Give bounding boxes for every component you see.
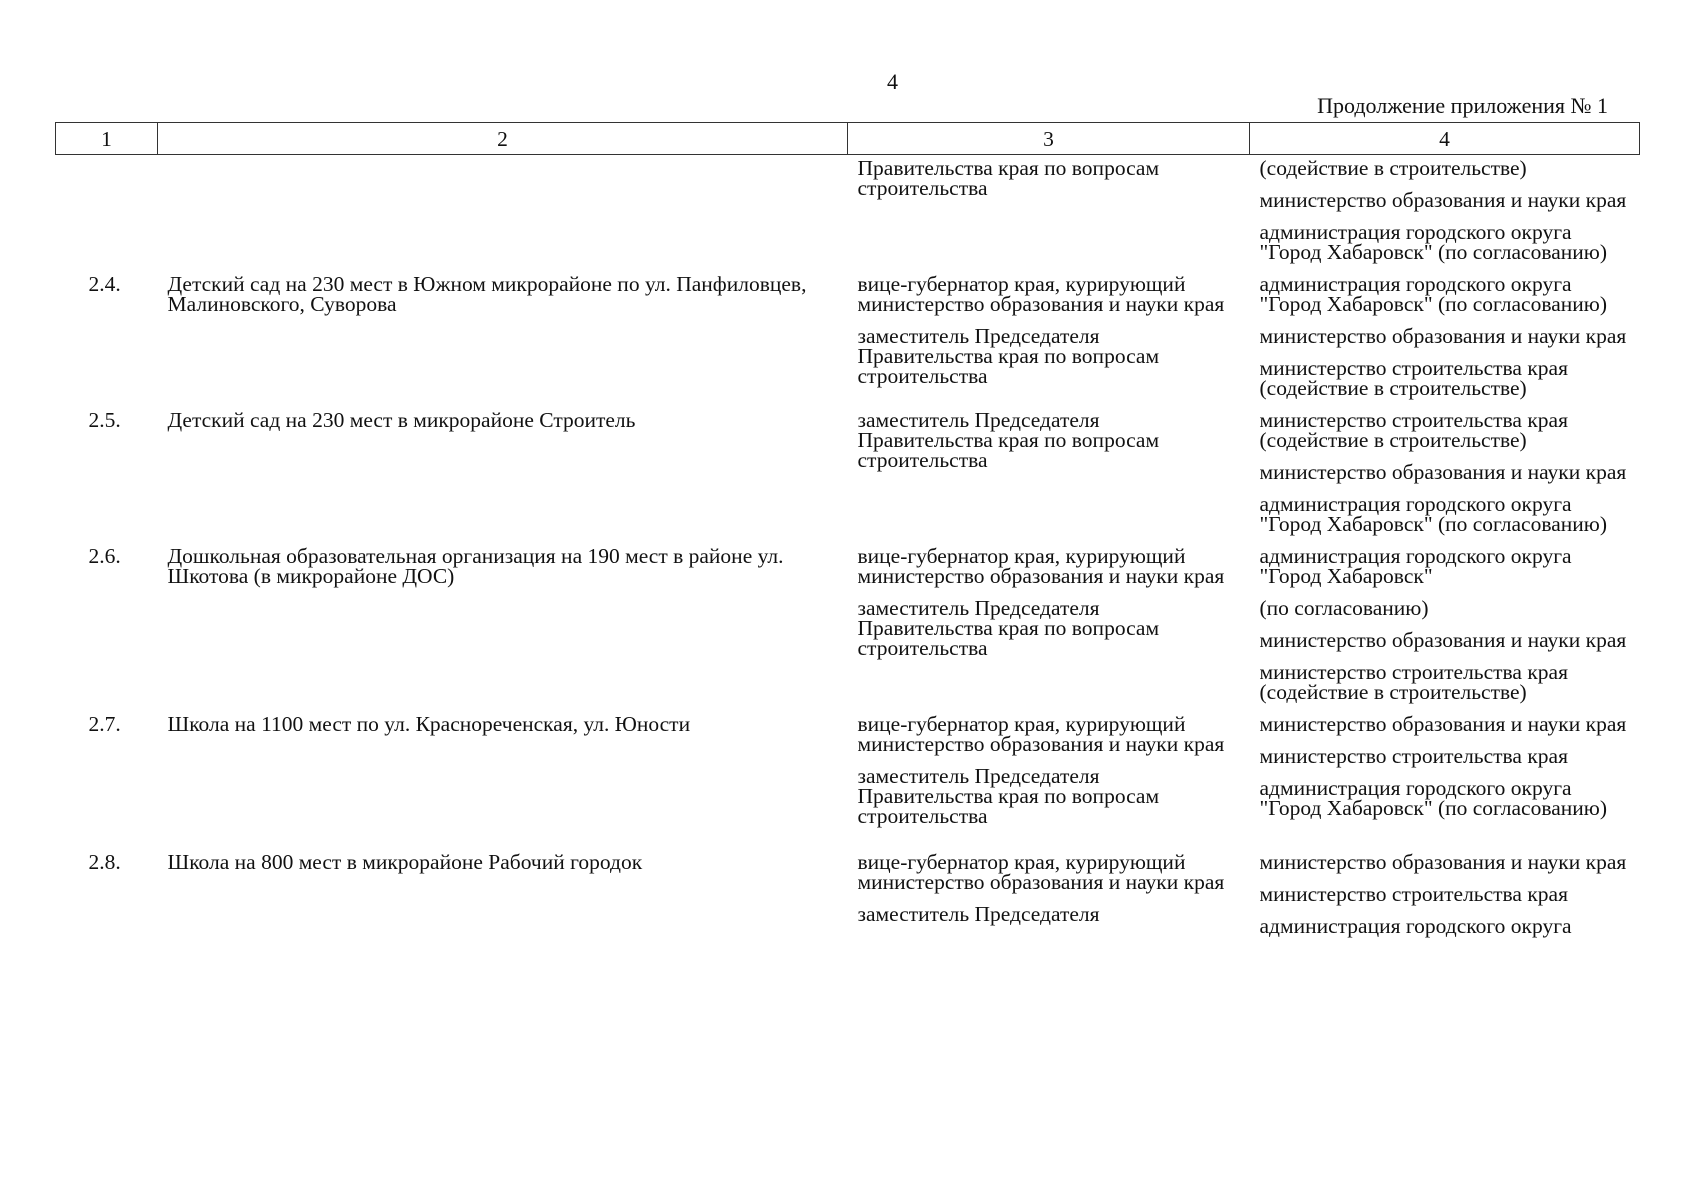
table-row [56,546,1640,714]
executors-cell [1250,546,1640,714]
executor-entry: министерство образования и науки края [1259,188,1627,212]
column-header: 2 [158,123,848,155]
table-row [56,155,1640,275]
responsible-entry: вице-губернатор края, курирующий министерство образования и науки края [857,272,1225,316]
continuation-label: Продолжение приложения № 1 [1317,93,1608,118]
object-name: Школа на 1100 мест по ул. Краснореченская, ул. Юности [167,712,691,736]
responsible-entry: заместитель Председателя [857,902,1100,926]
row-number: 2.8. [88,850,121,874]
executor-entry: министерство строительства края [1259,882,1568,906]
object-name: Дошкольная образовательная организация на 190 мест в районе ул. Шкотова (в микрорайоне ДОС) [167,544,784,588]
responsible-entry: заместитель Председателя Правительства края по вопросам строительства [857,596,1160,660]
executor-entry: администрация городского округа "Город Хабаровск" (по согласованию) [1259,776,1607,820]
table-row [56,274,1640,410]
responsible-entry: заместитель Председателя Правительства края по вопросам строительства [857,324,1160,388]
executor-entry: администрация городского округа "Город Хабаровск" (по согласованию) [1259,492,1607,536]
executors-cell [1250,274,1640,410]
responsible-cell [848,838,1250,948]
executor-entry: администрация городского округа "Город Хабаровск" (по согласованию) [1259,220,1607,264]
column-header: 3 [848,123,1250,155]
executors-cell [1250,410,1640,546]
row-number [56,155,158,275]
appendix-table [55,122,1640,948]
executor-entry: администрация городского округа "Город Хабаровск" (по согласованию) [1259,272,1607,316]
responsible-entry: заместитель Председателя Правительства края по вопросам строительства [857,764,1160,828]
executor-entry: (содействие в строительстве) [1259,156,1527,180]
column-header: 1 [56,123,158,155]
executors-cell [1250,714,1640,838]
responsible-entry: вице-губернатор края, курирующий министерство образования и науки края [857,712,1225,756]
executor-entry: администрация городского округа "Город Хабаровск" [1259,544,1572,588]
executor-entry: министерство строительства края (содействие в строительстве) [1259,660,1568,704]
executor-entry: министерство строительства края [1259,744,1568,768]
responsible-cell [848,410,1250,546]
responsible-cell [848,155,1250,275]
row-number: 2.6. [88,544,121,568]
executor-entry: министерство образования и науки края [1259,712,1627,736]
executor-entry: министерство строительства края (содействие в строительстве) [1259,356,1568,400]
table-row [56,714,1640,838]
table-body [56,155,1640,949]
page-number: 4 [887,69,898,94]
executor-entry: министерство образования и науки края [1259,324,1627,348]
row-number: 2.7. [88,712,121,736]
executor-entry: министерство образования и науки края [1259,850,1627,874]
responsible-entry: заместитель Председателя Правительства края по вопросам строительства [857,408,1160,472]
responsible-entry: Правительства края по вопросам строительства [857,156,1160,200]
executors-cell [1250,838,1640,948]
object-name: Детский сад на 230 мест в микрорайоне Строитель [167,408,636,432]
column-header: 4 [1250,123,1640,155]
executor-entry: (по согласованию) [1259,596,1429,620]
table-row [56,410,1640,546]
executor-entry: министерство образования и науки края [1259,628,1627,652]
object-name: Детский сад на 230 мест в Южном микрорайоне по ул. Панфиловцев, Малиновского, Суворова [167,272,807,316]
executor-entry: министерство образования и науки края [1259,460,1627,484]
responsible-cell [848,714,1250,838]
executors-cell [1250,155,1640,275]
responsible-entry: вице-губернатор края, курирующий министерство образования и науки края [857,850,1225,894]
table-row [56,838,1640,948]
object-name: Школа на 800 мест в микрорайоне Рабочий городок [167,850,643,874]
table-header [56,123,1640,155]
object-name [158,155,848,275]
row-number: 2.4. [88,272,121,296]
responsible-cell [848,546,1250,714]
responsible-entry: вице-губернатор края, курирующий министерство образования и науки края [857,544,1225,588]
responsible-cell [848,274,1250,410]
executor-entry: администрация городского округа [1259,914,1572,938]
executor-entry: министерство строительства края (содействие в строительстве) [1259,408,1568,452]
row-number: 2.5. [88,408,121,432]
